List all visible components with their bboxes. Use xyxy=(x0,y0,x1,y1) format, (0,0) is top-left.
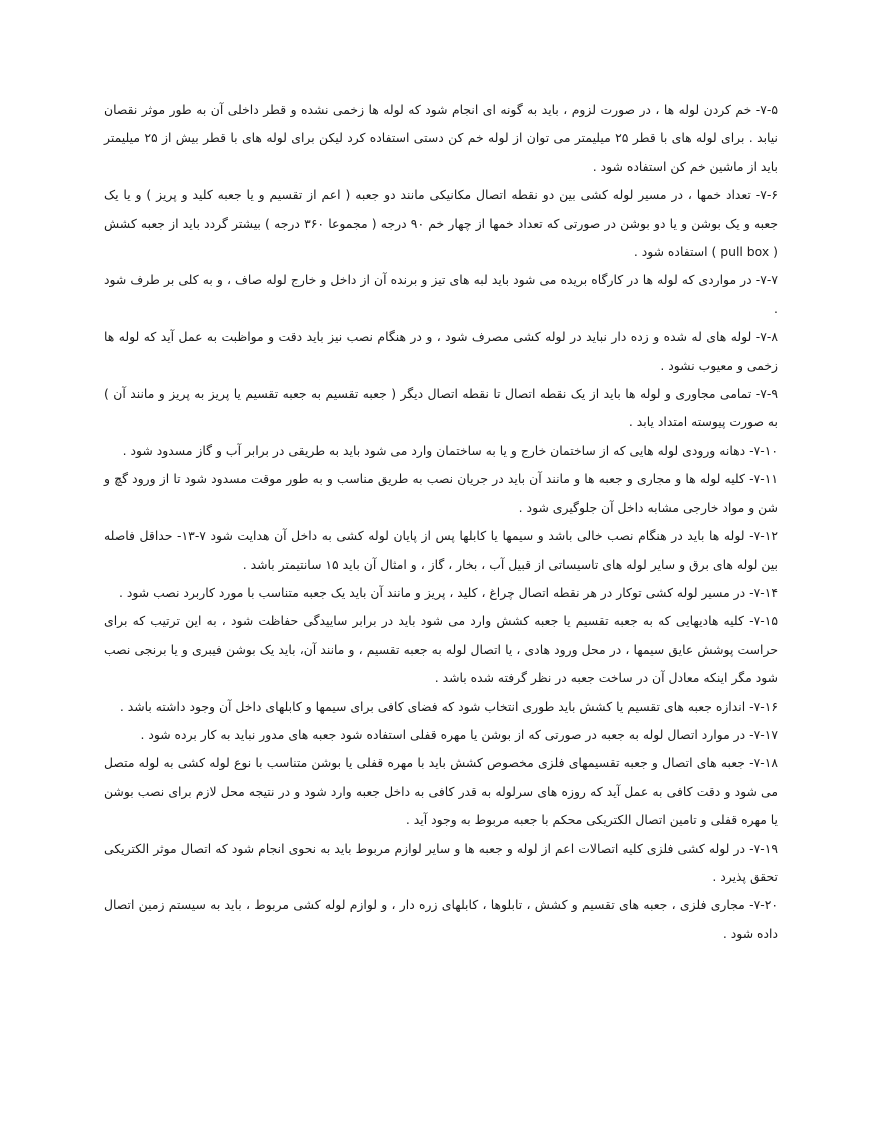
paragraph-7-6 xyxy=(104,181,778,266)
paragraph-7-17 xyxy=(104,721,778,749)
paragraph-number: ۷-۱۷ xyxy=(753,726,778,742)
paragraph-7-8 xyxy=(104,323,778,380)
paragraph-text: - تعداد خمها ، در مسیر لوله کشی بین دو نقطه اتصال مکانیکی مانند دو جعبه ( اعم از تقسیم و یا جعبه کلید و پریز ) و یا یک جعبه و یک بوشن و یا دو بوشن در صورتی که تعداد خمها از چهار خم ۹۰ درجه ( مجموعا ۳۶۰ درجه ) بیشتر گردد باید از جعبه کشش ( pull box ) استفاده شود . xyxy=(104,187,779,260)
paragraph-number: ۷-۲۰ xyxy=(753,897,778,913)
paragraph-text: - در مواردی که لوله ها در کارگاه بریده می شود باید لبه های تیز و برنده آن از داخل و خارج لوله صاف ، و به کلی بر طرف شود . xyxy=(104,272,778,316)
paragraph-number: ۷-۱۶ xyxy=(753,698,778,714)
paragraph-text: - خم کردن لوله ها ، در صورت لزوم ، باید به گونه ای انجام شود که لوله ها زخمی نشده و قطر داخلی آن به طور موثر نقصان نیابد . برای لوله های با قطر ۲۵ میلیمتر می توان از لوله خم کن دستی استفاده کرد لیکن برای لوله های با قطر بیش از ۲۵ میلیمتر باید از ماشین خم کن استفاده شود . xyxy=(104,102,778,174)
paragraph-text: - در مسیر لوله کشی توکار در هر نقطه اتصال چراغ ، کلید ، پریز و مانند آن باید یک جعبه متناسب با مورد کاربرد نصب شود . xyxy=(119,584,754,600)
paragraph-7-14 xyxy=(104,579,778,607)
paragraph-7-18 xyxy=(104,749,778,834)
paragraph-text: - در موارد اتصال لوله به جعبه در صورتی که از بوشن یا مهره قفلی استفاده شود جعبه های مدور نباید به کار برده شود . xyxy=(140,726,754,742)
paragraph-7-20 xyxy=(104,891,778,948)
paragraph-number: ۷-۶ xyxy=(760,187,778,203)
paragraph-text: - کلیه هادیهایی که به جعبه تقسیم یا جعبه کشش وارد می شود باید در برابر ساییدگی حفاظت شود ، به این ترتیب که برای حراست پوشش عایق سیمها ، در محل ورود هادی ، یا اتصال لوله به جعبه تقسیم ، و مانند آن، باید یک بوشن فیبری و یا برنجی نصب شود مگر اینکه معادل آن در ساخت جعبه در نظر گرفته شده باشد . xyxy=(104,613,778,686)
paragraph-text: - لوله های له شده و زده دار نباید در لوله کشی مصرف شود ، و در هنگام نصب نیز باید دقت و مواظبت به عمل آید که لوله ها زخمی و معیوب نشود . xyxy=(104,329,778,373)
paragraph-number: ۷-۹ xyxy=(760,386,778,402)
paragraph-text: - لوله ها باید در هنگام نصب خالی باشد و سیمها یا کابلها پس از پایان لوله کشی به داخل آن هدایت شود ۷-۱۳- حداقل فاصله بین لوله های برق و سایر لوله های تاسیساتی از قبیل آب ، بخار ، گاز ، و امثال آن باید ۱۵ سانتیمتر باشد . xyxy=(104,528,778,572)
paragraph-number: ۷-۱۲ xyxy=(753,528,778,544)
paragraph-7-7 xyxy=(104,266,778,323)
paragraph-text: - کلیه لوله ها و مجاری و جعبه ها و مانند آن باید در جریان نصب به طریق مناسب و به طور موقت مسدود شود تا از ورود گچ و شن و مواد خارجی مشابه داخل آن جلوگیری شود . xyxy=(104,471,778,515)
paragraph-text: - مجاری فلزی ، جعبه های تقسیم و کشش ، تابلوها ، کابلهای زره دار ، و لوازم لوله کشی مربوط ، باید به سیستم زمین اتصال داده شود . xyxy=(104,897,778,941)
paragraph-number: ۷-۷ xyxy=(760,272,778,288)
paragraph-text: - اندازه جعبه های تقسیم یا کشش باید طوری انتخاب شود که فضای کافی برای سیمها و کابلهای داخل آن وجود داشته باشد . xyxy=(119,698,754,714)
paragraph-number: ۷-۱۸ xyxy=(753,755,778,771)
paragraph-text: - جعبه های اتصال و جعبه تقسیمهای فلزی مخصوص کشش باید با مهره قفلی یا بوشن متناسب با نوع لوله کشی به لوله متصل می شود و دقت کافی به عمل آید که روزه های سرلوله به قدر کافی به داخل جعبه وارد شود و در نتیجه محل لازم برای نصب بوشن یا مهره قفلی و تامین اتصال الکتریکی محکم با جعبه مربوط به وجود آید . xyxy=(104,755,778,828)
paragraph-number: ۷-۱۱ xyxy=(753,471,778,487)
document-body xyxy=(104,96,778,948)
paragraph-7-12 xyxy=(104,522,778,579)
paragraph-number: ۷-۱۵ xyxy=(753,613,778,629)
paragraph-7-16 xyxy=(104,693,778,721)
paragraph-number: ۷-۵ xyxy=(760,102,778,117)
paragraph-text: - تمامی مجاوری و لوله ها باید از یک نقطه اتصال تا نقطه اتصال دیگر ( جعبه تقسیم به جعبه تقسیم یا پریز به پریز و مانند آن ) به صورت پیوسته امتداد یابد . xyxy=(104,386,778,430)
paragraph-number: ۷-۱۴ xyxy=(753,584,778,600)
paragraph-text: - دهانه ورودی لوله هایی که از ساختمان خارج و یا به ساختمان وارد می شود باید به طریقی در برابر آب و گاز مسدود شود . xyxy=(122,442,754,458)
paragraph-7-5 xyxy=(104,96,778,181)
paragraph-7-11 xyxy=(104,465,778,522)
paragraph-7-10 xyxy=(104,437,778,465)
paragraph-number: ۷-۸ xyxy=(760,329,778,345)
paragraph-text: - در لوله کشی فلزی کلیه اتصالات اعم از لوله و جعبه ها و سایر لوازم مربوط باید به نحوی انجام شود که اتصال موثر الکتریکی تحقق پذیرد . xyxy=(104,840,778,884)
paragraph-7-19 xyxy=(104,835,778,892)
paragraph-number: ۷-۱۹ xyxy=(753,840,778,856)
paragraph-number: ۷-۱۰ xyxy=(753,442,778,458)
paragraph-7-15 xyxy=(104,607,778,692)
paragraph-7-9 xyxy=(104,380,778,437)
